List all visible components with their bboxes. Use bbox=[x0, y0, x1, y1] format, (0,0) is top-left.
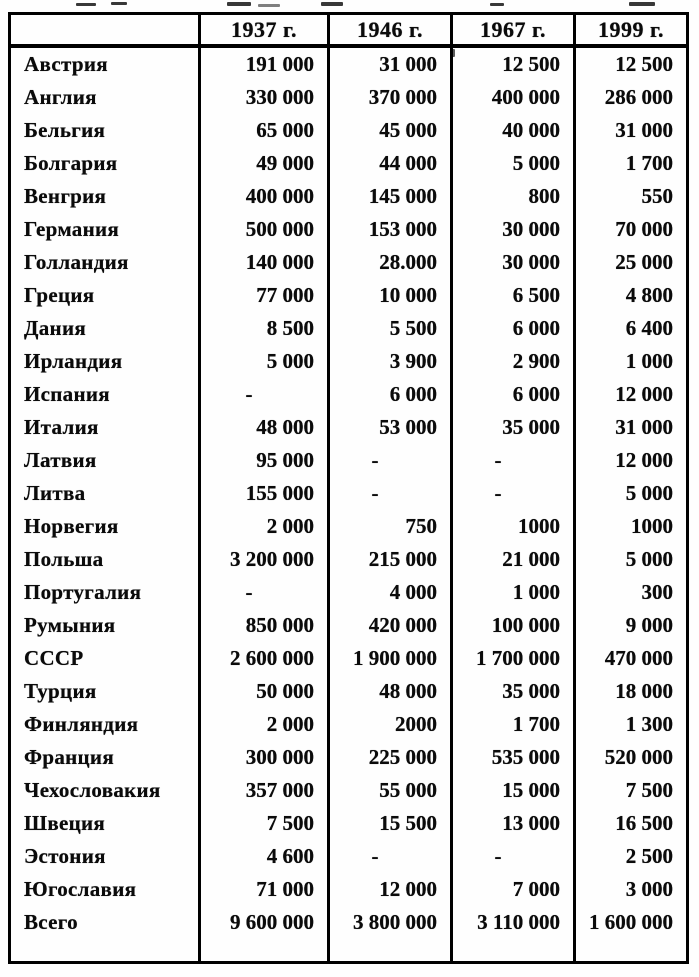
table-body bbox=[10, 46, 688, 963]
value-cell: 3 800 000 bbox=[329, 906, 452, 939]
value-cell: 850 000 bbox=[200, 609, 329, 642]
value-cell: 520 000 bbox=[575, 741, 688, 774]
spacer-row bbox=[10, 939, 688, 963]
table-row bbox=[10, 840, 688, 873]
value-cell: 286 000 bbox=[575, 81, 688, 114]
value-cell: 1000 bbox=[575, 510, 688, 543]
value-cell: - bbox=[200, 576, 329, 609]
spacer-cell bbox=[200, 939, 329, 963]
value-cell: 2 500 bbox=[575, 840, 688, 873]
scan-artifact bbox=[490, 3, 504, 6]
value-cell: 13 000 bbox=[452, 807, 575, 840]
value-cell: 4 000 bbox=[329, 576, 452, 609]
value-cell: 1 600 000 bbox=[575, 906, 688, 939]
table-row bbox=[10, 708, 688, 741]
value-cell: 40 000 bbox=[452, 114, 575, 147]
value-cell: 2000 bbox=[329, 708, 452, 741]
value-cell: 8 500 bbox=[200, 312, 329, 345]
country-cell: Румыния bbox=[10, 609, 200, 642]
table-row bbox=[10, 807, 688, 840]
country-cell: Англия bbox=[10, 81, 200, 114]
country-cell: Чехословакия bbox=[10, 774, 200, 807]
country-cell: Греция bbox=[10, 279, 200, 312]
value-cell: 357 000 bbox=[200, 774, 329, 807]
value-cell: 15 500 bbox=[329, 807, 452, 840]
country-cell: Югославия bbox=[10, 873, 200, 906]
header-country bbox=[10, 14, 200, 47]
value-cell: 30 000 bbox=[452, 213, 575, 246]
value-cell: 535 000 bbox=[452, 741, 575, 774]
value-cell: 21 000 bbox=[452, 543, 575, 576]
value-cell: 3 000 bbox=[575, 873, 688, 906]
value-cell: 5 500 bbox=[329, 312, 452, 345]
table-row bbox=[10, 213, 688, 246]
value-cell: 2 000 bbox=[200, 510, 329, 543]
value-cell: 300 bbox=[575, 576, 688, 609]
table-row bbox=[10, 609, 688, 642]
table-row bbox=[10, 279, 688, 312]
country-cell: СССР bbox=[10, 642, 200, 675]
country-cell: Финляндия bbox=[10, 708, 200, 741]
country-cell: Франция bbox=[10, 741, 200, 774]
value-cell: 12 500 bbox=[575, 46, 688, 81]
value-cell: 5 000 bbox=[200, 345, 329, 378]
value-cell: 215 000 bbox=[329, 543, 452, 576]
table-row bbox=[10, 642, 688, 675]
value-cell: 4 600 bbox=[200, 840, 329, 873]
country-cell: Всего bbox=[10, 906, 200, 939]
country-cell: Италия bbox=[10, 411, 200, 444]
country-cell: Ирландия bbox=[10, 345, 200, 378]
value-cell: 6 000 bbox=[329, 378, 452, 411]
header-year-1999: 1999 г. bbox=[575, 14, 688, 47]
value-cell: 7 500 bbox=[200, 807, 329, 840]
value-cell: 12 000 bbox=[575, 444, 688, 477]
header-year-1967: 1967 г. bbox=[452, 14, 575, 47]
header-row bbox=[10, 14, 688, 47]
table-row bbox=[10, 147, 688, 180]
table-row bbox=[10, 246, 688, 279]
value-cell: 7 000 bbox=[452, 873, 575, 906]
value-cell: 6 000 bbox=[452, 378, 575, 411]
value-cell: 5 000 bbox=[452, 147, 575, 180]
value-cell: 31 000 bbox=[575, 411, 688, 444]
value-cell: 750 bbox=[329, 510, 452, 543]
scan-artifact bbox=[111, 2, 127, 5]
country-cell: Турция bbox=[10, 675, 200, 708]
value-cell: 7 500 bbox=[575, 774, 688, 807]
value-cell: 49 000 bbox=[200, 147, 329, 180]
value-cell: 2 900 bbox=[452, 345, 575, 378]
table-row bbox=[10, 345, 688, 378]
value-cell: 145 000 bbox=[329, 180, 452, 213]
value-cell: 470 000 bbox=[575, 642, 688, 675]
value-cell: 5 000 bbox=[575, 477, 688, 510]
value-cell: 300 000 bbox=[200, 741, 329, 774]
value-cell: 15 000 bbox=[452, 774, 575, 807]
table-row bbox=[10, 510, 688, 543]
value-cell: 12 000 bbox=[575, 378, 688, 411]
value-cell: 50 000 bbox=[200, 675, 329, 708]
value-cell: 1 700 bbox=[575, 147, 688, 180]
table-row bbox=[10, 114, 688, 147]
value-cell: 9 600 000 bbox=[200, 906, 329, 939]
value-cell: 25 000 bbox=[575, 246, 688, 279]
scan-artifact bbox=[76, 3, 96, 6]
scan-artifact bbox=[227, 2, 251, 6]
value-cell: - bbox=[329, 444, 452, 477]
value-cell: 100 000 bbox=[452, 609, 575, 642]
value-cell: 35 000 bbox=[452, 411, 575, 444]
value-cell: 155 000 bbox=[200, 477, 329, 510]
country-cell: Эстония bbox=[10, 840, 200, 873]
value-cell: - bbox=[329, 840, 452, 873]
value-cell: 6 000 bbox=[452, 312, 575, 345]
country-cell: Норвегия bbox=[10, 510, 200, 543]
header-year-1937: 1937 г. bbox=[200, 14, 329, 47]
value-cell: 330 000 bbox=[200, 81, 329, 114]
value-cell: 550 bbox=[575, 180, 688, 213]
value-cell: 28.000 bbox=[329, 246, 452, 279]
value-cell: 53 000 bbox=[329, 411, 452, 444]
value-cell: 6 400 bbox=[575, 312, 688, 345]
value-cell: 1 000 bbox=[575, 345, 688, 378]
value-cell: 1 900 000 bbox=[329, 642, 452, 675]
scan-artifact bbox=[258, 4, 280, 7]
value-cell: 2 000 bbox=[200, 708, 329, 741]
value-cell: 3 110 000 bbox=[452, 906, 575, 939]
value-cell: - bbox=[452, 840, 575, 873]
country-cell: Голландия bbox=[10, 246, 200, 279]
value-cell: 12 500 bbox=[452, 46, 575, 81]
country-cell: Швеция bbox=[10, 807, 200, 840]
value-cell: - bbox=[452, 477, 575, 510]
value-cell: 1 000 bbox=[452, 576, 575, 609]
value-cell: 420 000 bbox=[329, 609, 452, 642]
table-row bbox=[10, 444, 688, 477]
table-row bbox=[10, 378, 688, 411]
value-cell: 9 000 bbox=[575, 609, 688, 642]
country-cell: Португалия bbox=[10, 576, 200, 609]
country-cell: Бельгия bbox=[10, 114, 200, 147]
value-cell: 70 000 bbox=[575, 213, 688, 246]
value-cell: 153 000 bbox=[329, 213, 452, 246]
value-cell: 18 000 bbox=[575, 675, 688, 708]
value-cell: 48 000 bbox=[329, 675, 452, 708]
value-cell: 77 000 bbox=[200, 279, 329, 312]
value-cell: 16 500 bbox=[575, 807, 688, 840]
table-row bbox=[10, 873, 688, 906]
table-row bbox=[10, 411, 688, 444]
country-cell: Латвия bbox=[10, 444, 200, 477]
country-cell: Венгрия bbox=[10, 180, 200, 213]
country-cell: Болгария bbox=[10, 147, 200, 180]
table-row bbox=[10, 675, 688, 708]
value-cell: - bbox=[200, 378, 329, 411]
value-cell: 191 000 bbox=[200, 46, 329, 81]
value-cell: 1 700 bbox=[452, 708, 575, 741]
value-cell: 6 500 bbox=[452, 279, 575, 312]
value-cell: 48 000 bbox=[200, 411, 329, 444]
country-cell: Литва bbox=[10, 477, 200, 510]
value-cell: 30 000 bbox=[452, 246, 575, 279]
value-cell: 400 000 bbox=[200, 180, 329, 213]
value-cell: 45 000 bbox=[329, 114, 452, 147]
value-cell: 3 900 bbox=[329, 345, 452, 378]
spacer-cell bbox=[452, 939, 575, 963]
value-cell: 1 300 bbox=[575, 708, 688, 741]
header-year-1946: 1946 г. bbox=[329, 14, 452, 47]
value-cell: 55 000 bbox=[329, 774, 452, 807]
spacer-cell bbox=[10, 939, 200, 963]
value-cell: 500 000 bbox=[200, 213, 329, 246]
scan-artifact bbox=[321, 2, 343, 6]
value-cell: 4 800 bbox=[575, 279, 688, 312]
table-row bbox=[10, 774, 688, 807]
table-row bbox=[10, 477, 688, 510]
table-row bbox=[10, 81, 688, 114]
table-row bbox=[10, 543, 688, 576]
value-cell: 65 000 bbox=[200, 114, 329, 147]
table-row bbox=[10, 906, 688, 939]
value-cell: 71 000 bbox=[200, 873, 329, 906]
value-cell: 1 700 000 bbox=[452, 642, 575, 675]
spacer-cell bbox=[329, 939, 452, 963]
table-row bbox=[10, 741, 688, 774]
value-cell: 5 000 bbox=[575, 543, 688, 576]
value-cell: 31 000 bbox=[575, 114, 688, 147]
country-cell: Германия bbox=[10, 213, 200, 246]
table-row bbox=[10, 180, 688, 213]
spacer-cell bbox=[575, 939, 688, 963]
emigration-table bbox=[8, 12, 689, 964]
table-row bbox=[10, 312, 688, 345]
value-cell: 140 000 bbox=[200, 246, 329, 279]
value-cell: 95 000 bbox=[200, 444, 329, 477]
country-cell: Польша bbox=[10, 543, 200, 576]
value-cell: 1000 bbox=[452, 510, 575, 543]
country-cell: Испания bbox=[10, 378, 200, 411]
value-cell: 10 000 bbox=[329, 279, 452, 312]
scan-artifact bbox=[629, 2, 655, 6]
value-cell: 225 000 bbox=[329, 741, 452, 774]
value-cell: 370 000 bbox=[329, 81, 452, 114]
value-cell: 2 600 000 bbox=[200, 642, 329, 675]
value-cell: 3 200 000 bbox=[200, 543, 329, 576]
value-cell: 35 000 bbox=[452, 675, 575, 708]
value-cell: 12 000 bbox=[329, 873, 452, 906]
table-row bbox=[10, 46, 688, 81]
value-cell: 400 000 bbox=[452, 81, 575, 114]
country-cell: Дания bbox=[10, 312, 200, 345]
country-cell: Австрия bbox=[10, 46, 200, 81]
value-cell: 31 000 bbox=[329, 46, 452, 81]
value-cell: - bbox=[329, 477, 452, 510]
table-row bbox=[10, 576, 688, 609]
value-cell: - bbox=[452, 444, 575, 477]
value-cell: 800 bbox=[452, 180, 575, 213]
value-cell: 44 000 bbox=[329, 147, 452, 180]
